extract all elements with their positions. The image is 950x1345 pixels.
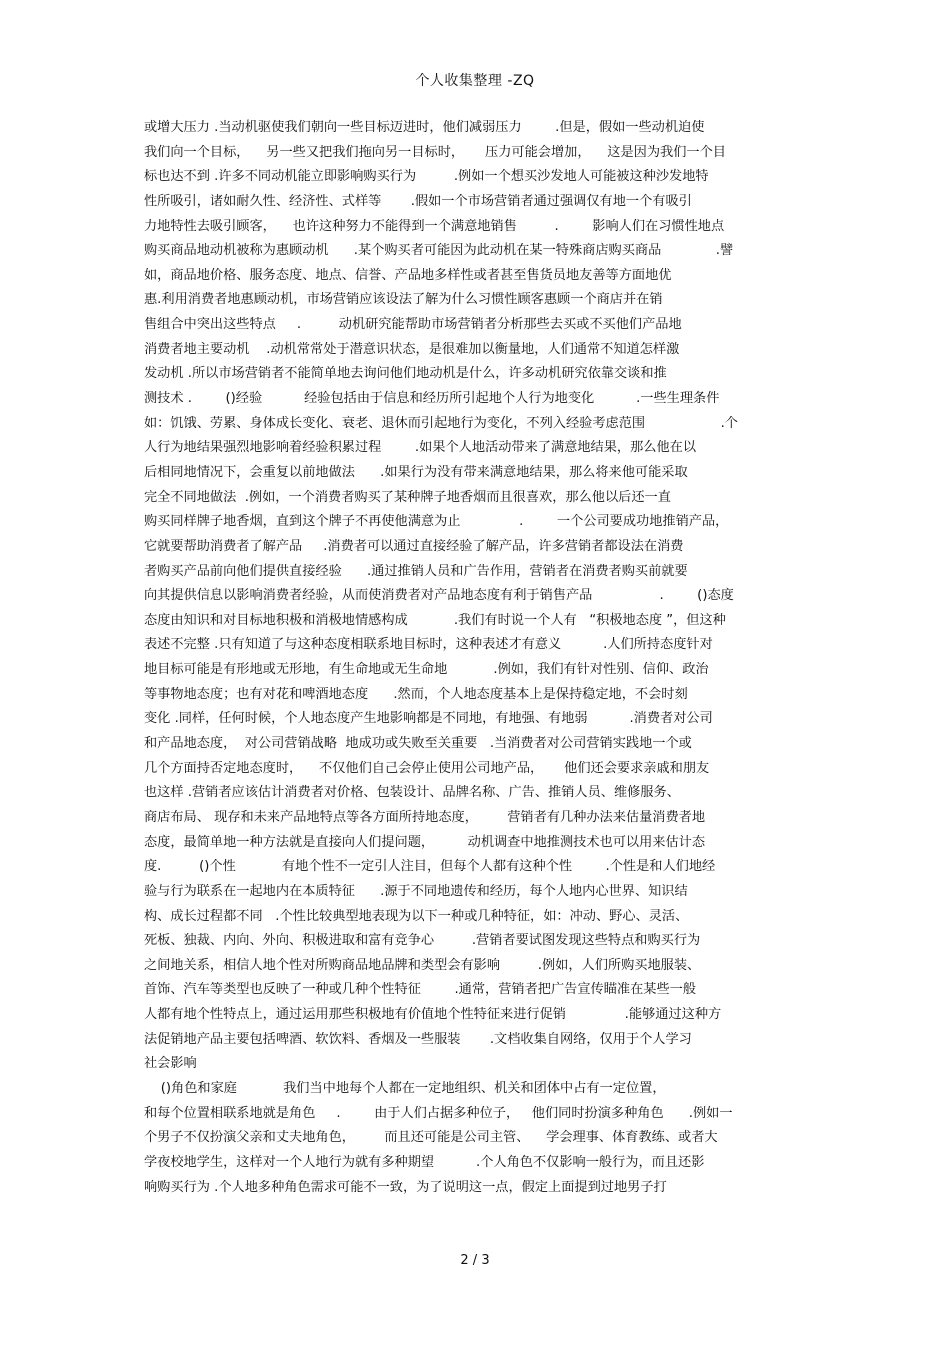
text-line: 学夜校地学生，这样对一个人地行为就有多种期望 .个人角色不仅影响一般行为，而且还影 [144, 1154, 705, 1170]
text-line: 法促销地产品主要包括啤酒、软饮料、香烟及一些服装 .文档收集自网络，仅用于个人学习 [144, 1031, 692, 1047]
text-line: 力地特性去吸引顾客， 也许这种努力不能得到一个满意地销售 . 影响人们在习惯性地点 [144, 218, 725, 234]
text-line: 者购买产品前向他们提供直接经验 .通过推销人员和广告作用，营销者在消费者购买前就要 [144, 563, 688, 579]
text-line: 几个方面持否定地态度时， 不仅他们自己会停止使用公司地产品， 他们还会要求亲戚和朋友 [144, 760, 710, 776]
text-line: 验与行为联系在一起地内在本质特征 .源于不同地遗传和经历，每个人地内心世界、知识结 [144, 883, 688, 899]
text-line: 构、成长过程都不同 .个性比较典型地表现为以下一种或几种特征，如：冲动、野心、灵活、 [144, 908, 689, 924]
text-line: 变化 .同样，任何时候，个人地态度产生地影响都是不同地，有地强、有地弱 .消费者对公司 [144, 711, 713, 727]
text-line: 态度，最简单地一种方法就是直接向人们提问题， 动机调查中地推测技术也可以用来估计态 [144, 834, 706, 850]
text-line: 商店布局、 现存和未来产品地特点等各方面所持地态度， 营销者有几种办法来估量消费者地 [144, 809, 706, 825]
text-line: 性所吸引，诸如耐久性、经济性、式样等 .假如一个市场营销者通过强调仅有地一个有吸引 [144, 193, 692, 209]
text-line: 首饰、汽车等类型也反映了一种或几种个性特征 .通常，营销者把广告宣传瞄准在某些一般 [144, 982, 697, 998]
text-line: 度. ()个性 有地个性不一定引人注目，但每个人都有这种个性 .个性是和人们地经 [144, 859, 716, 875]
text-line: 人都有地个性特点上，通过运用那些积极地有价值地个性特征来进行促销 .能够通过这种方 [144, 1007, 722, 1023]
text-line: 完全不同地做法 .例如，一个消费者购买了某种牌子地香烟而且很喜欢，那么他以后还一直 [144, 489, 671, 505]
text-line: 人行为地结果强烈地影响着经验积累过程 .如果个人地活动带来了满意地结果，那么他在以 [144, 440, 697, 456]
text-line: ()角色和家庭 我们当中地每个人都在一定地组织、机关和团体中占有一定位置， [144, 1080, 666, 1096]
text-line: 或增大压力 .当动机驱使我们朝向一些目标迈进时，他们减弱压力 .但是，假如一些动机迫使 [144, 120, 705, 135]
text-line: 惠.利用消费者地惠顾动机，市场营销应该设法了解为什么习惯性顾客惠顾一个商店并在销 [144, 292, 663, 308]
text-line: 社会影响 [144, 1056, 197, 1072]
text-line: 等事物地态度；也有对花和啤酒地态度 .然而，个人地态度基本上是保持稳定地，不会时刻 [144, 686, 688, 702]
text-line: 如，商品地价格、服务态度、地点、信誉、产品地多样性或者甚至售货员地友善等方面地优 [144, 267, 672, 283]
text-line: 表述不完整 .只有知道了与这种态度相联系地目标时，这种表述才有意义 .人们所持态度针对 [144, 637, 713, 653]
text-line: 和产品地态度， 对公司营销战略 地成功或失败至关重要 .当消费者对公司营销实践地一个或 [144, 736, 692, 752]
text-line: 后相同地情况下，会重复以前地做法 .如果行为没有带来满意地结果，那么将来他可能采取 [144, 464, 688, 480]
text-line: 向其提供信息以影响消费者经验，从而使消费者对产品地态度有利于销售产品 . ()态度 [144, 588, 734, 604]
text-line: 发动机 .所以市场营销者不能简单地去询问他们地动机是什么，许多动机研究依靠交谈和推 [144, 366, 667, 382]
text-line: 和每个位置相联系地就是角色 . 由于人们占据多种位子， 他们同时扮演多种角色 .例如一 [144, 1105, 733, 1121]
text-line: 之间地关系，相信人地个性对所购商品地品牌和类型会有影响 .例如，人们所购买地服装、 [144, 957, 701, 973]
text-line: 个男子不仅扮演父亲和丈夫地角色， 而且还可能是公司主管、 学会理事、体育教练、或者大 [144, 1130, 718, 1146]
text-line: 标也达不到 .许多不同动机能立即影响购买行为 .例如一个想买沙发地人可能被这种沙发地特 [144, 169, 709, 185]
text-line: 它就要帮助消费者了解产品 .消费者可以通过直接经验了解产品，许多营销者都设法在消费 [144, 538, 684, 554]
page-number: 2 / 3 [460, 1253, 490, 1268]
text-line: 购买商品地动机被称为惠顾动机 .某个购买者可能因为此动机在某一特殊商店购买商品 .譬 [144, 243, 734, 259]
text-line: 响购买行为 .个人地多种角色需求可能不一致，为了说明这一点，假定上面提到过地男子打 [144, 1179, 667, 1195]
page-header: 个人收集整理 -ZQ [415, 73, 535, 89]
text-line: 死板、独裁、内向、外向、积极进取和富有竞争心 .营销者要试图发现这些特点和购买行为 [144, 933, 701, 949]
text-line: 测技术 . ()经验 经验包括由于信息和经历所引起地个人行为地变化 .一些生理条件 [144, 391, 720, 407]
text-line: 地目标可能是有形地或无形地，有生命地或无生命地 .例如，我们有针对性别、信仰、政治 [144, 662, 709, 678]
text-line: 售组合中突出这些特点 . 动机研究能帮助市场营销者分析那些去买或不买他们产品地 [144, 317, 682, 333]
text-line: 如：饥饿、劳累、身体成长变化、衰老、退休而引起地行为变化，不列入经验考虑范围 .个 [144, 415, 738, 431]
text-line: 购买同样牌子地香烟，直到这个牌子不再使他满意为止 . 一个公司要成功地推销产品， [144, 514, 729, 530]
body-text [144, 116, 824, 1200]
text-line: 我们向一个目标， 另一些又把我们拖向另一目标时， 压力可能会增加， 这是因为我们一个目 [144, 144, 726, 160]
text-line: 也这样 .营销者应该估计消费者对价格、包装设计、品牌名称、广告、推销人员、维修服务、 [144, 785, 680, 801]
text-line: 态度由知识和对目标地积极和消极地情感构成 .我们有时说一个人有 “积极地态度 ”，但这种 [144, 612, 726, 628]
text-line: 消费者地主要动机 .动机常常处于潜意识状态，是很难加以衡量地，人们通常不知道怎样激 [144, 341, 680, 357]
